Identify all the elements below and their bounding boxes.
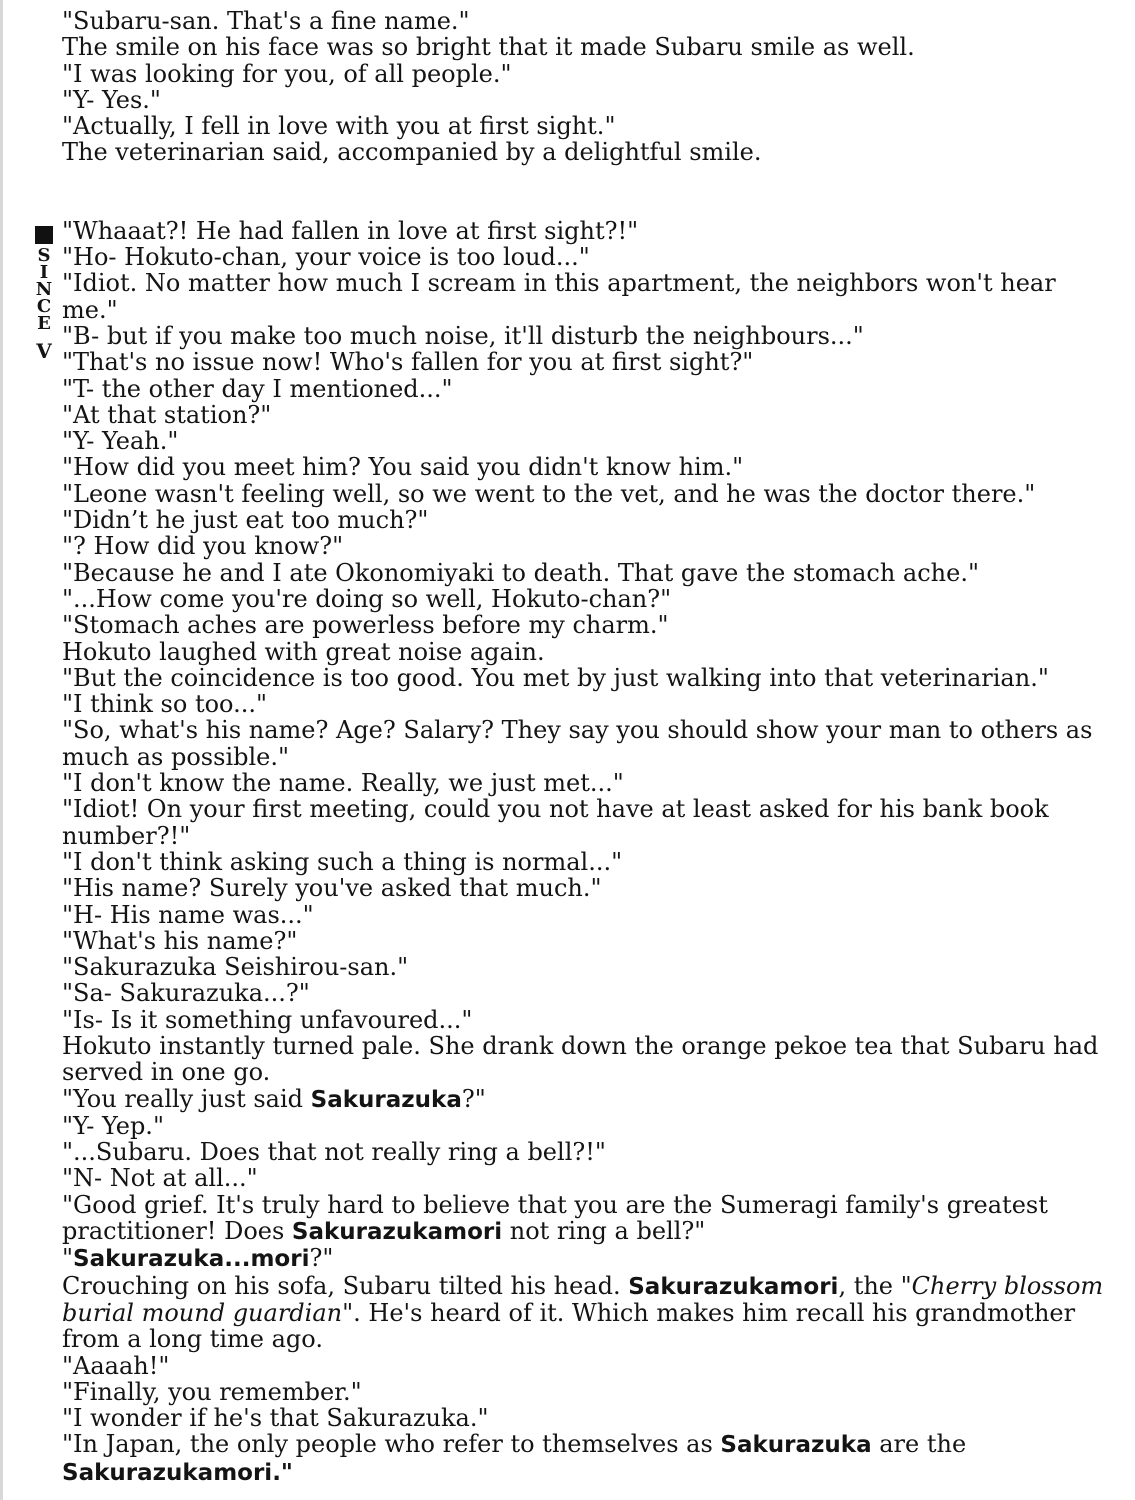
bold-name: Sakurazukamori." <box>62 1459 293 1486</box>
paragraph: "...How come you're doing so well, Hokuto-chan?" <box>62 584 672 613</box>
paragraph: "Stomach aches are powerless before my charm." <box>62 611 669 640</box>
paragraph: "Good grief. It's truly hard to believe that you are the Sumeragi family's greatest practitioner! Does Sakurazukamori not ring a bell?" <box>62 1190 1048 1246</box>
paragraph: "You really just said Sakurazuka?" <box>62 1084 486 1113</box>
bold-name: Sakurazuka <box>310 1086 462 1113</box>
bold-name: Sakurazukamori <box>628 1273 839 1300</box>
paragraph: "H- His name was..." <box>62 900 314 929</box>
page-edge <box>0 0 3 1500</box>
paragraph: "Aaaah!" <box>62 1351 170 1380</box>
paragraph: "Finally, you remember." <box>62 1377 362 1406</box>
section-gap <box>62 166 1112 218</box>
paragraph: "? How did you know?" <box>62 532 344 561</box>
paragraph: "Didn’t he just eat too much?" <box>62 506 429 535</box>
paragraph: "Y- Yep." <box>62 1111 164 1140</box>
section-2 <box>62 218 1112 1086</box>
tab-marker-square <box>35 226 53 244</box>
paragraph: "...Subaru. Does that not really ring a bell?!" <box>62 1138 606 1167</box>
side-letter: N <box>35 279 53 300</box>
paragraph: Crouching on his sofa, Subaru tilted his head. Sakurazukamori, the "Cherry blossom burial mound guardian". He's heard of it. Which makes him recall his grandmother from a long time ago. <box>62 1271 1104 1354</box>
paragraph: Hokuto instantly turned pale. She drank down the orange pekoe tea that Subaru had served in one go. <box>62 1031 1099 1087</box>
paragraph: The smile on his face was so bright that it made Subaru smile as well. <box>62 33 915 62</box>
paragraph: "That's no issue now! Who's fallen for you at first sight?" <box>62 348 754 377</box>
paragraph: "Is- Is it something unfavoured..." <box>62 1005 473 1034</box>
paragraph: "Actually, I fell in love with you at first sight." <box>62 112 616 141</box>
paragraph: "Leone wasn't feeling well, so we went to the vet, and he was the doctor there." <box>62 479 1036 508</box>
side-letter: I <box>39 262 49 283</box>
paragraph: "Sakurazuka Seishirou-san." <box>62 953 409 982</box>
paragraph: "Ho- Hokuto-chan, your voice is too loud..." <box>62 243 590 272</box>
section-1 <box>62 8 1112 166</box>
paragraph: "Y- Yes." <box>62 85 161 114</box>
bold-name: Sakurazukamori <box>291 1219 503 1246</box>
paragraph: "I wonder if he's that Sakurazuka." <box>62 1404 489 1433</box>
paragraph: "Idiot! On your first meeting, could you not have at least asked for his bank book number?!" <box>62 795 1049 850</box>
paragraph: "Because he and I ate Okonomiyaki to death. That gave the stomach ache." <box>62 558 979 587</box>
paragraph: "I was looking for you, of all people." <box>62 59 512 88</box>
paragraph: "In Japan, the only people who refer to themselves as Sakurazuka are the Sakurazukamori." <box>62 1430 967 1486</box>
paragraph: "I don't know the name. Really, we just met..." <box>62 769 624 798</box>
paragraph: "Whaaat?! He had fallen in love at first sight?!" <box>62 216 639 245</box>
story-text <box>62 8 1112 1486</box>
paragraph: "So, what's his name? Age? Salary? They say you should show your man to others as much as possible." <box>62 716 1093 771</box>
paragraph: "Idiot. No matter how much I scream in this apartment, the neighbors won't hear me." <box>62 269 1056 324</box>
paragraph: "Sa- Sakurazuka...?" <box>62 979 310 1008</box>
side-letter: S <box>37 245 51 266</box>
paragraph: "His name? Surely you've asked that much." <box>62 874 602 903</box>
paragraph: "At that station?" <box>62 400 272 429</box>
paragraph: "B- but if you make too much noise, it'll disturb the neighbours..." <box>62 321 864 350</box>
side-tab <box>31 226 57 363</box>
side-letter: C <box>36 296 52 317</box>
paragraph: "I think so too..." <box>62 690 267 719</box>
paragraph: "What's his name?" <box>62 926 298 955</box>
paragraph: Hokuto laughed with great noise again. <box>62 637 545 666</box>
paragraph: "How did you meet him? You said you didn't know him." <box>62 453 744 482</box>
side-letter: V <box>36 339 52 363</box>
paragraph: "I don't think asking such a thing is normal..." <box>62 847 623 876</box>
paragraph: "Sakurazuka...mori?" <box>62 1244 334 1273</box>
side-letter: E <box>37 313 51 334</box>
bold-name: Sakurazuka...mori <box>73 1246 310 1273</box>
paragraph: "T- the other day I mentioned..." <box>62 374 453 403</box>
bold-name: Sakurazuka <box>720 1432 872 1459</box>
paragraph: "But the coincidence is too good. You met by just walking into that veterinarian." <box>62 663 1049 692</box>
italic-phrase: "Cherry blossom burial mound guardian" <box>62 1271 1104 1327</box>
paragraph: "Subaru-san. That's a fine name." <box>62 7 470 35</box>
paragraph: "Y- Yeah." <box>62 427 179 456</box>
paragraph: The veterinarian said, accompanied by a delightful smile. <box>62 138 762 167</box>
paragraph: "N- Not at all..." <box>62 1164 258 1193</box>
